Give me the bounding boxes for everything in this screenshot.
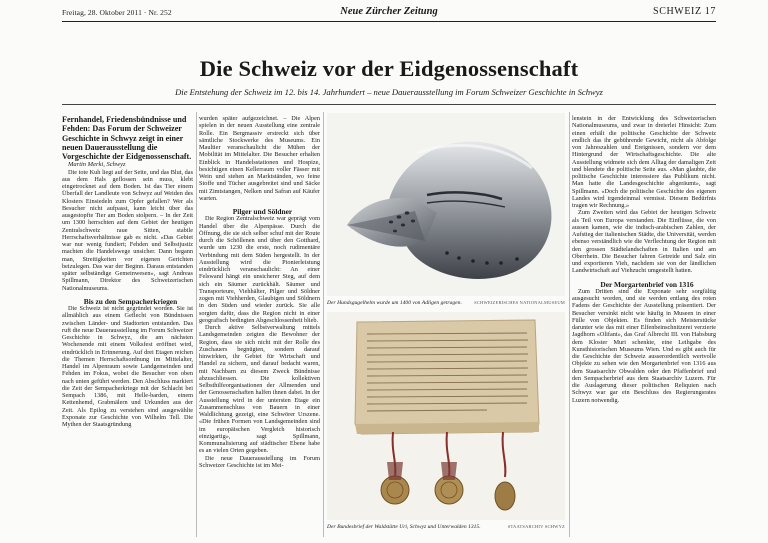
section-title: Bis zu den Sempacherkriegen [83,296,178,306]
body-paragraph: Zum Dritten sind die Exponate sehr sorgfältig ausgesucht worden, und sie werden entlang des roten Fadens der Geschichte der Ausstellung präsentiert. Der Besucher versinkt nicht wie häufig in Museen in einer Fülle von Objekten. Es finden sich Meisterstücke darunter wie das mit einer Elfenbeinschnitzerei verzierte Jagdhorn «Olifant», das Graf Albrecht III. von Habsburg dem Kloster Muri schenkte, eine Leihgabe des Kunsthistorischen Museums Wien. Und es gibt auch für die Geschichte der Schweiz ausserordentlich wertvolle Objekte zu sehen wie den Morgartenbrief von 1316 aus dem Staatsarchiv Obwalden oder den Pfaffenbrief und den Sempacherbrief aus dem Staatsarchiv Luzern. Für die Auslagerung dieser politischen Reliquien nach Schwyz war gar ein Beschluss des Regierungsrates Luzern notwendig. [572,287,716,404]
article-author: Martin Merki, Schwyz [68,161,126,169]
newspaper-name: Neue Zürcher Zeitung [340,6,438,17]
helmet-photo [327,113,565,296]
article-headline: Die Schweiz vor der Eidgenossenschaft [199,56,579,81]
body-paragraph: Die neue Dauerausstellung im Forum Schweizer Geschichte ist im Mei- [199,454,320,469]
figure-caption [327,300,565,306]
text-column-2 [199,115,320,469]
article-subheadline: Die Entstehung der Schweiz im 12. bis 14. Jahrhundert – neue Dauerausstellung im Forum Schweizer Geschichte in Schwyz [175,87,603,97]
body-paragraph: wurden später aufgezeichnet. – Die Alpen spielen in der neuen Ausstellung eine zentrale Rolle. Ein Bergmassiv erstreckt sich über sämtliche Stockwerke des Museums. Ein Maultier veranschaulicht die Mühen der Mobilität im Mittelalter. Die Besucher erhalten Einblick in Handelsstationen und Hospize, besichtigen einen Kellerraum voller Fässer mit Wein und stehen an Marktständen, wo feine Stoffe und Tücher ausgebreitet sind und Säcke mit Zimtstangen, Nelken und Safran auf Käufer warten. [199,115,320,202]
figure-caption [327,524,565,530]
body-paragraph: Zum Zweiten wird das Gebiet der heutigen Schweiz als Teil von Europa verstanden. Die Einflüsse, die von aussen kamen, wie die indisch-arabischen Zahlen, der Aufstieg der italienischen Städte, die Universität, werden ebenso verständlich wie die Verflechtung der Region mit den grossen Städtelandschaften in Italien und am Oberrhein. Die Besucher fahren Getreide und Salz ein und exportieren Vieh, nachdem sie von der ländlichen Landwirtschaft auf Viehzucht umgestellt hatten. [572,209,716,275]
photo-credit: STAATSARCHIV SCHWYZ [507,524,565,529]
issue-date: Freitag, 28. Oktober 2011 · Nr. 252 [62,8,172,17]
headline-divider [62,104,716,105]
body-paragraph: lenstein in der Entwicklung des Schweizerischen Nationalmuseums, und zwar in dreierlei Hinsicht: Zum einen erhält die politische Geschichte der Schweiz endlich das ihr gebührende Gewicht, nicht als Abfolge von Jahreszahlen und Ereignissen, sondern vor dem Hintergrund der Wirtschaftsgeschichte. Die alte Ausstellung widmete sich dem Alltag der damaligen Zeit und blendete die politische Seite aus. «Man glaubte, die politische Geschichte interessiere das Publikum nicht. Man hatte die Landesgeschichte abgeräumt», sagt Spillmann. «Doch die politische Geschichte des eigenen Landes wird irgendeinmal vermisst. Diesem Bedürfnis tragen wir Rechnung.» [572,115,716,209]
section-page-label: SCHWEIZ 17 [653,6,716,17]
masthead [62,6,716,22]
body-paragraph: Die tote Kuh liegt auf der Seite, und das Blut, das aus dem Hals geflossen sein muss, klebt eingetrocknet auf dem Boden. Ist das Tier einem Überfall der Landleute von Schwyz auf Weiden des Klosters Einsiedeln zum Opfer gefallen? Wer als Besucher nicht aufpasst, kann leicht über das ausgestopfte Tier am Boden stolpern. – In der Zeit um 1300 herrschten auf dem Gebiet der heutigen Zentralschweiz raue Sitten, stabile Herrschaftsverhältnisse gab es nicht. «Das Gebiet war nur wenig fundiert; Fehden und Selbstjustiz machten die Handelswege unsicher. Dann begann man, Streitigkeiten vor eigenen Gerichten beizulegen. Das war der Beginn. Daraus entstanden später selbständige Gemeinwesen», sagt Andreas Spillmann, Direktor des Schweizerischen Nationalmuseums. [62,168,193,292]
helmet-icon [327,113,565,296]
column-divider [323,112,324,537]
charter-photo [327,312,565,520]
text-column-1 [62,115,193,428]
caption-text: Der Hundsgugelhelm wurde um 1400 von Adligen getragen. [327,300,462,306]
body-paragraph: Durch aktive Selbstverwaltung mittels Landsgemeinden zeigten die Bewohner der Region, dass sie sich nicht mit der Rolle des Zuschauers begnügten, sondern darauf hinwirkten, ihr Gebiet für Wirtschaft und Handel zu sichern, und darauf bedacht waren, mit Nachbarn zu diesem Zweck Bündnisse abzuschliessen. Die kollektiven Selbsthilfeorganisationen der Allmenden und der Genossenschaften halfen ihnen dabei. In der Ausstellung wird in der untersten Etage ein Zusammenschluss von Bauern in einer Waldlichtung gezeigt, eine Schwörer Urszene. «Die frühen Formen von Landsgemeinden sind im europäischen Vergleich historisch einzigartig», sagt Spillmann, Kommunalisierung auf städtischer Ebene habe es an vielen Orten gegeben. [199,324,320,455]
text-column-3 [572,115,716,404]
photo-credit: SCHWEIZERISCHES NATIONALMUSEUM [474,300,565,305]
section-title: Pilger und Söldner [232,207,293,216]
caption-text: Der Bundesbrief der Waldstätte Uri, Schwyz und Unterwalden 1315. [327,524,481,530]
charter-with-seals-icon [327,312,565,520]
body-paragraph: Die Schweiz ist nicht gegründet worden. Sie ist allmählich aus einem Geflecht von Bündnissen zwischen Länder- und Stadtorten entstanden. Das ruft die neue Dauerausstellung im Forum Schweizer Geschichte in Schwyz, die am nächsten Wochenende mit einem Volksfest eröffnet wird, eindrücklich in Erinnerung. Auf drei Etagen reichen die Themen Herrschaftsordnung im Mittelalter, Handel im Alpenraum sowie Landgemeinden und Fehden im Fokus, wobei die Besucher von oben nach unten geführt werden. Den Abschluss markiert die Zeit der Sempacherkriege mit der Schlacht bei Sempach 1386, mit Helle-barden, einem Kettenhemd, Grabmälern und Urkunden aus der Zeit. Als Epilog zu verstehen sind ausgewählte Exponate zur Geschichte von Wilhelm Tell. Die Mythen der Staatsgründung [62,305,193,429]
column-divider [196,112,197,537]
section-title: Der Morgartenbrief von 1316 [600,279,694,289]
column-divider [569,112,570,537]
body-paragraph: Die Region Zentralschweiz war geprägt vom Handel über die Alpenpässe. Durch die Öffnung, die sie sich selber schuf mit der Route durch die Schöllenen und über den Gotthard, wurde um 1230 die erste, noch rudimentäre Verbindung mit dem Süden hergestellt. In der Ausstellung wird die Pionierleistung eindrücklich veranschaulicht: An einer Felswand hängt ein unsicherer Steg, auf dem sich ein Säumer zurückhält. Säumer und Transporteure, Viehhälter, Pilger und Söldner zogen mit Viehherden, Glaubigen und Söldnern in den Süden und wieder zurück. Sie alle sorgten dafür, dass die Region nicht in einer geografisch bedingten Abgeschlossenheit blieb. [199,215,320,324]
article-lead: Fernhandel, Friedensbündnisse und Fehden: Das Forum der Schweizer Geschichte in Schwyz zeigt in einer neuen Dauerausstellung die Vorgeschichte der Eidgenossenschaft. [62,115,192,162]
